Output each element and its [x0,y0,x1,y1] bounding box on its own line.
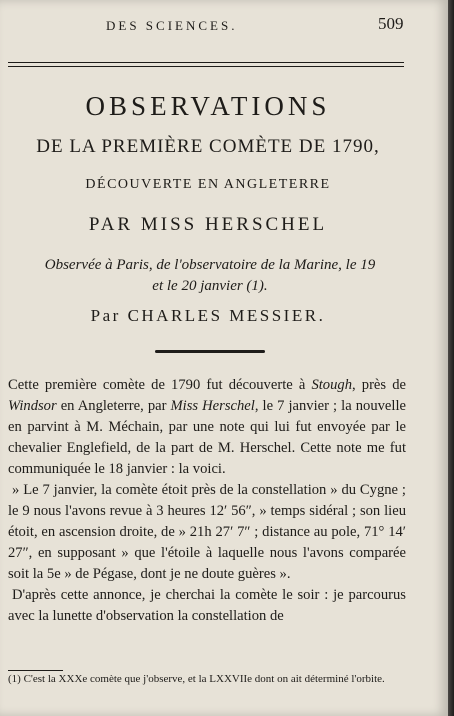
paragraph-3: D'après cette annonce, je cherchai la comète le soir : je parcourus avec la lunette d'observation la constellation de [8,587,406,624]
title-observations: OBSERVATIONS [85,91,331,121]
title-line-comet: DE LA PREMIÈRE COMÈTE DE 1790, [36,136,380,157]
ornamental-divider [155,350,265,353]
title-line-discovered: DÉCOUVERTE EN ANGLETERRE [85,177,331,192]
p1-stough: Stough [311,377,352,393]
p1-text-mid1: , près de [352,377,406,393]
p1-text-rest: , le 7 janvier ; la nouvelle en parvint à M. Méchain, par une note qui lui fut envoyée par le chevalier Englefield, de la part de M. Herschel. Cette note me fut communiquée le 18 janvier : la voici. [8,398,406,477]
header-rule [8,62,404,63]
running-head: DES SCIENCES. [106,18,238,33]
paragraph-1 [8,375,406,480]
p1-text-mid2: en Angleterre, par [56,398,171,414]
header-rule-thin [8,66,404,67]
p1-miss-herschel: Miss Herschel [170,398,255,414]
observed-subtitle [14,255,406,297]
footnote-rule [8,670,63,671]
p1-windsor: Windsor [8,398,57,414]
p1-text-start: Cette première comète de 1790 fut découverte à [8,377,312,393]
footnote: (1) C'est la XXXe comète que j'observe, et la LXXVIIe dont on ait déterminé l'orbite. [8,673,385,685]
author-line: Par CHARLES MESSIER. [90,306,326,325]
observed-line-1: Observée à Paris, de l'observatoire de la Marine, le 19 [44,257,376,273]
page-edge-shadow [448,0,454,716]
body-text [8,375,406,627]
title-line-herschel: PAR MISS HERSCHEL [88,214,328,235]
paragraph-2-quote: » Le 7 janvier, la comète étoit près de la constellation » du Cygne ; le 9 nous l'avons revue à 3 heures 12′ 56″, » temps sidéral ; son lieu étoit, en ascension droite, de » 21h 27′ 7″ ; distance au pole, 71° 14′ 27″, en supposant » que l'étoile à laquelle nous l'avons comparée soit la 5e » de Pégase, dont je ne doute guères ». [8,482,406,582]
observed-line-2: et le 20 janvier (1). [152,278,268,294]
page-number: 509 [378,14,404,33]
